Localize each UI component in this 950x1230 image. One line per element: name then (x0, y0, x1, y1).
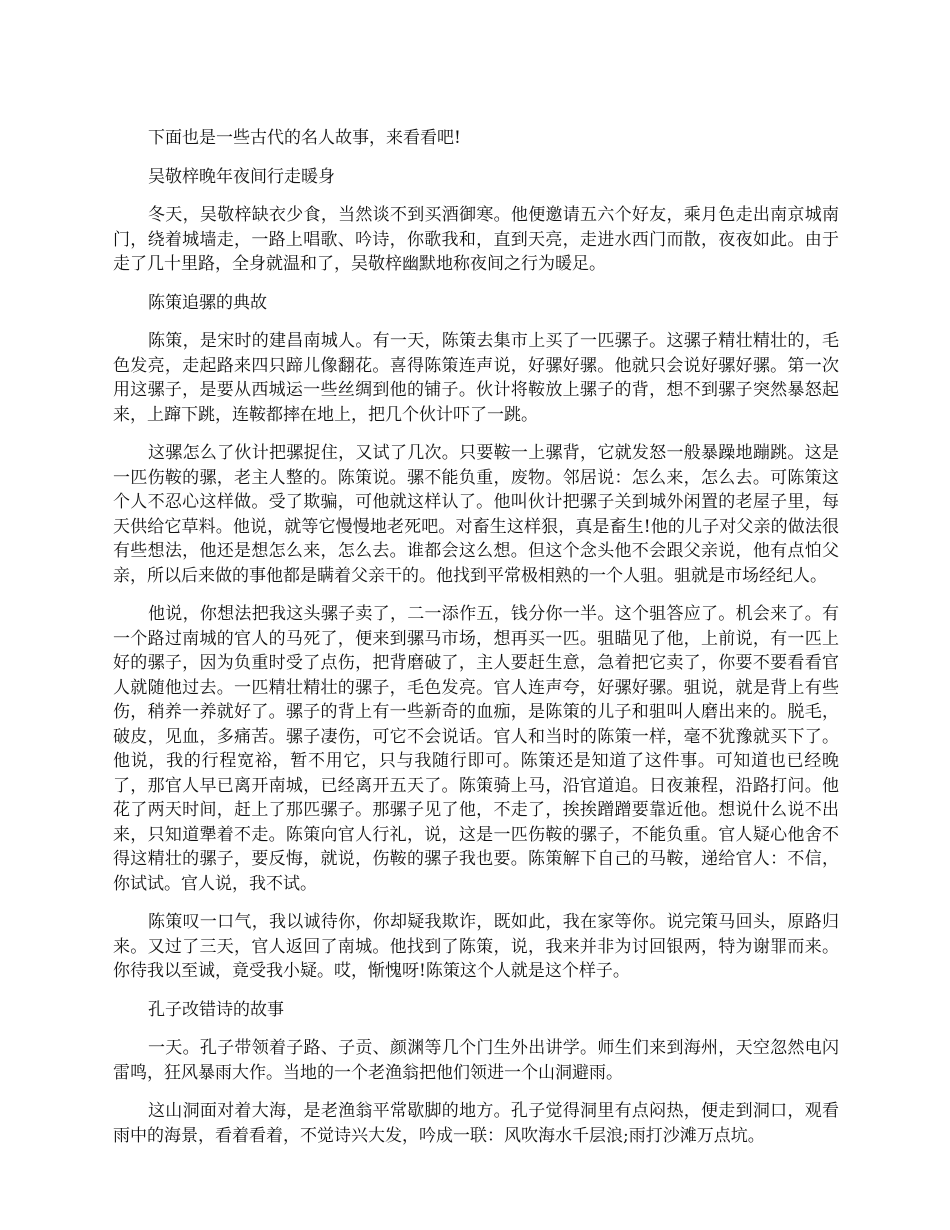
story-title-chen-ce: 陈策追骡的典故 (148, 292, 267, 313)
story-title-wu-jingzi: 吴敬梓晚年夜间行走暖身 (148, 166, 335, 187)
paragraph: 他说，你想法把我这头骡子卖了，二一添作五，钱分你一半。这个驵答应了。机会来了。有一个路过南城的官人的马死了，便来到骡马市场，想再买一匹。驵瞄见了他，上前说，有一匹上好的骡子，因为负重时受了点伤，把背磨破了，主人要赶生意，急着把它卖了，你要不要看看官人就随他过去。一匹精壮精壮的骡子，毛色发亮。官人连声夸，好骡好骡。驵说，就是背上有些伤，稍养一养就好了。骡子的背上有一些新奇的血痂，是陈策的儿子和驵叫人磨出来的。脱毛，破皮，见血，多痛苦。骡子凄伤，可它不会说话。官人和当时的陈策一样，毫不犹豫就买下了。他说，我的行程宽裕，暂不用它，只与我随行即可。陈策还是知道了这件事。可知道也已经晚了，那官人早已离开南城，已经离开五天了。陈策骑上马，沿官道追。日夜兼程，沿路打问。他花了两天时间，赶上了那匹骡子。那骡子见了他，不走了，挨挨蹭蹭要靠近他。想说什么说不出来，只知道犟着不走。陈策向官人行礼，说，这是一匹伤鞍的骡子，不能负重。官人疑心他舍不得这精壮的骡子，要反悔，就说，伤鞍的骡子我也要。陈策解下自己的马鞍，递给官人：不信，你试试。官人说，我不试。 (113, 604, 839, 894)
paragraph: 一天。孔子带领着子路、子贡、颜渊等几个门生外出讲学。师生们来到海州，天空忽然电闪雷鸣，狂风暴雨大作。当地的一个老渔翁把他们领进一个山洞避雨。 (113, 1038, 839, 1083)
paragraph: 冬天，吴敬梓缺衣少食，当然谈不到买酒御寒。他便邀请五六个好友，乘月色走出南京城南门，绕着城墙走，一路上唱歌、吟诗，你歌我和，直到天亮，走进水西门而散，夜夜如此。由于走了几十里路，全身就温和了，吴敬梓幽默地称夜间之行为暖足。 (113, 205, 839, 274)
paragraph: 陈策，是宋时的建昌南城人。有一天，陈策去集市上买了一匹骡子。这骡子精壮精壮的，毛色发亮，走起路来四只蹄儿像翻花。喜得陈策连声说，好骡好骡。他就只会说好骡好骡。第一次用这骡子，是要从西城运一些丝绸到他的铺子。伙计将鞍放上骡子的背，想不到骡子突然暴怒起来，上蹿下跳，连鞍都摔在地上，把几个伙计吓了一跳。 (113, 331, 839, 425)
paragraph: 陈策叹一口气，我以诚待你，你却疑我欺诈，既如此，我在家等你。说完策马回头，原路归来。又过了三天，官人返回了南城。他找到了陈策，说，我来并非为讨回银两，特为谢罪而来。你待我以至诚，竟受我小疑。哎，惭愧呀!陈策这个人就是这个样子。 (113, 912, 839, 981)
story-title-confucius: 孔子改错诗的故事 (148, 999, 284, 1020)
intro-line: 下面也是一些古代的名人故事，来看看吧! (148, 128, 461, 148)
paragraph: 这山洞面对着大海，是老渔翁平常歇脚的地方。孔子觉得洞里有点闷热，便走到洞口，观看雨中的海景，看着看着，不觉诗兴大发，吟成一联：风吹海水千层浪;雨打沙滩万点坑。 (113, 1101, 839, 1146)
paragraph: 这骡怎么了伙计把骡捉住，又试了几次。只要鞍一上骡背，它就发怒一般暴躁地蹦跳。这是一匹伤鞍的骡，老主人整的。陈策说。骡不能负重，废物。邻居说：怎么来，怎么去。可陈策这个人不忍心这样做。受了欺骗，可他就这样认了。他叫伙计把骡子关到城外闲置的老屋子里，每天供给它草料。他说，就等它慢慢地老死吧。对畜生这样狠，真是畜生!他的儿子对父亲的做法很有些想法，他还是想怎么来，怎么去。谁都会这么想。但这个念头他不会跟父亲说，他有点怕父亲，所以后来做的事他都是瞒着父亲干的。他找到平常极相熟的一个人驵。驵就是市场经纪人。 (113, 443, 839, 586)
document-body (113, 126, 839, 1162)
